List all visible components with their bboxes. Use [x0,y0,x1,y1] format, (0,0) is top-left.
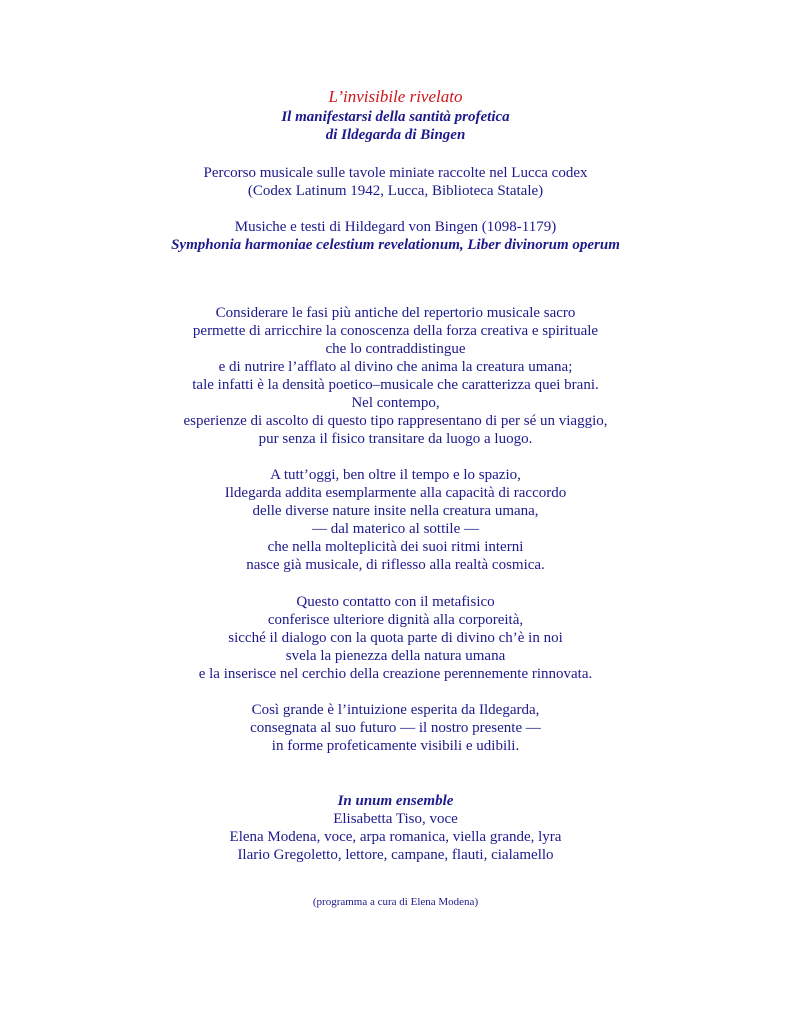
stanza-2-line-6: nasce già musicale, di riflesso alla realtà cosmica. [246,557,545,573]
intro-line-1: Percorso musicale sulle tavole miniate raccolte nel Lucca codex [203,165,588,181]
stanza-1-line-2: permette di arricchire la conoscenza della forza creativa e spirituale [192,323,599,339]
program-subtitle-line-2: di Ildegarda di Bingen [325,127,466,143]
stanza-3-line-5: e la inserisce nel cerchio della creazione perennemente rinnovata. [198,666,593,682]
stanza-2-line-5: che nella molteplicità dei suoi ritmi interni [267,539,524,555]
stanza-2-line-4: — dal materico al sottile — [311,521,480,537]
stanza-2-line-1: A tutt’oggi, ben oltre il tempo e lo spazio, [270,467,521,483]
stanza-1-line-4: e di nutrire l’afflato al divino che anima la creatura umana; [218,359,573,375]
ensemble-name: In unum ensemble [337,793,454,809]
stanza-4-line-3: in forme profeticamente visibili e udibili. [271,738,520,754]
stanza-4-line-1: Così grande è l’intuizione esperita da Ildegarda, [251,702,540,718]
stanza-2-line-3: delle diverse nature insite nella creatura umana, [252,503,539,519]
stanza-2-line-2: Ildegarda addita esemplarmente alla capacità di raccordo [224,485,567,501]
stanza-3-line-3: sicché il dialogo con la quota parte di divino ch’è in noi [228,630,563,646]
stanza-1-line-6: Nel contempo, [351,395,440,411]
stanza-3-line-1: Questo contatto con il metafisico [296,594,495,610]
stanza-4-line-2: consegnata al suo futuro — il nostro presente — [250,720,541,736]
stanza-1-line-5: tale infatti è la densità poetico–musicale che caratterizza quei brani. [192,377,599,393]
stanza-3-line-4: svela la pienezza della natura umana [285,648,506,664]
stanza-1-line-1: Considerare le fasi più antiche del repertorio musicale sacro [215,305,576,321]
program-subtitle-line-1: Il manifestarsi della santità profetica [281,109,510,125]
ensemble-member-3: Ilario Gregoletto, lettore, campane, flauti, cialamello [237,847,554,863]
program-credit: (programma a cura di Elena Modena) [312,896,479,908]
stanza-1-line-7: esperienze di ascolto di questo tipo rappresentano di per sé un viaggio, [183,413,608,429]
program-title: L’invisibile rivelato [328,87,463,106]
stanza-1-line-8: pur senza il fisico transitare da luogo a luogo. [258,431,533,447]
intro-line-2: (Codex Latinum 1942, Lucca, Biblioteca Statale) [247,183,544,199]
stanza-3-line-2: conferisce ulteriore dignità alla corporeità, [267,612,524,628]
stanza-1-line-3: che lo contraddistingue [325,341,466,357]
intro-line-4: Symphonia harmoniae celestium revelationum, Liber divinorum operum [171,237,620,253]
ensemble-member-1: Elisabetta Tiso, voce [333,811,458,827]
ensemble-member-2: Elena Modena, voce, arpa romanica, viella grande, lyra [229,829,562,845]
intro-line-3: Musiche e testi di Hildegard von Bingen (1098-1179) [234,219,557,235]
